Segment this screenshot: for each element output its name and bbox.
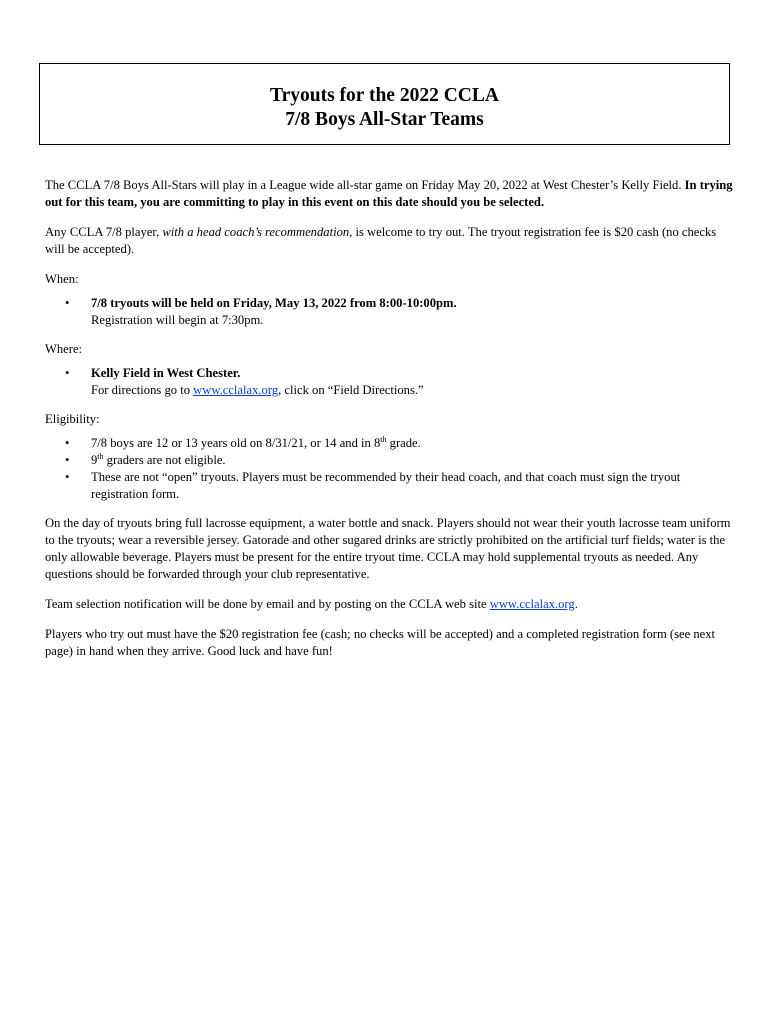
cclalax-link[interactable]: www.cclalax.org: [193, 383, 279, 397]
list-item: [45, 365, 735, 399]
eligibility-item-1: 7/8 boys are 12 or 13 years old on 8/31/21, or 14 and in 8: [91, 436, 381, 450]
where-directions-post: , click on “Field Directions.”: [278, 383, 424, 397]
eligibility-list: [45, 435, 735, 503]
eligibility-para-post: , is welcome to try out. The tryout registration fee is $20 cash (no checks will be accepted).: [45, 225, 717, 256]
eligibility-para-pre: Any CCLA 7/8 player,: [45, 225, 163, 239]
where-directions-pre: For directions go to: [91, 383, 194, 397]
eligibility-paragraph: [45, 224, 735, 258]
intro-commitment: In trying out for this team, you are committing to play in this event on this date should you be selected.: [45, 178, 733, 209]
when-list: [45, 295, 735, 329]
bullet-icon: •: [65, 453, 70, 467]
cclalax-website-link[interactable]: www.cclalax.org: [489, 597, 575, 611]
intro-paragraph: [45, 177, 735, 211]
bullet-icon: •: [65, 470, 70, 484]
eligibility-item-1-sup: th: [380, 434, 387, 444]
when-label: When:: [45, 272, 79, 286]
bullet-icon: •: [65, 366, 70, 380]
notification-pre: Team selection notification will be done by email and by posting on the CCLA web site: [45, 597, 490, 611]
notification-post: .: [574, 597, 578, 611]
when-registration: Registration will begin at 7:30pm.: [91, 313, 264, 327]
closing-paragraph: Players who try out must have the $20 registration fee (cash; no checks will be accepted) and a completed registration form (see next page) in hand when they arrive. Good luck and have fun!: [45, 627, 716, 658]
eligibility-item-2-post: graders are not eligible.: [103, 453, 226, 467]
list-item: [45, 295, 735, 329]
day-of-paragraph: On the day of tryouts bring full lacrosse equipment, a water bottle and snack. Players should not wear their youth lacrosse team uniform to the tryouts; wear a reversible jersey. Gatorade and other sugared drinks are strictly prohibited on the artificial turf fields; water is the only allowable beverage. Players must be present for the entire tryout time. CCLA may hold supplemental tryouts as needed. Any questions should be forwarded through your club representative.: [45, 516, 731, 581]
bullet-icon: •: [65, 296, 70, 310]
document-body: [45, 177, 735, 673]
list-item: [45, 469, 735, 503]
title-box: [39, 63, 730, 145]
list-item: [45, 452, 735, 469]
eligibility-item-3: These are not “open” tryouts. Players must be recommended by their head coach, and that coach must sign the tryout registration form.: [91, 470, 681, 501]
when-datetime: 7/8 tryouts will be held on Friday, May 13, 2022 from 8:00-10:00pm.: [91, 296, 457, 310]
eligibility-item-2: 9: [91, 453, 98, 467]
notification-paragraph: [45, 596, 735, 613]
list-item: [45, 435, 735, 452]
eligibility-item-2-sup: th: [97, 451, 104, 461]
eligibility-item-1-post: grade.: [386, 436, 421, 450]
title-line-2: 7/8 Boys All-Star Teams: [285, 109, 484, 130]
eligibility-label: Eligibility:: [45, 412, 100, 426]
eligibility-para-italic: with a head coach’s recommendation: [162, 225, 350, 239]
where-list: [45, 365, 735, 399]
where-label: Where:: [45, 342, 83, 356]
where-location: Kelly Field in West Chester.: [91, 366, 241, 380]
intro-text: The CCLA 7/8 Boys All-Stars will play in a League wide all-star game on Friday May 20, 2022 at West Chester’s Kelly Field.: [45, 178, 685, 192]
bullet-icon: •: [65, 436, 70, 450]
title-line-1: Tryouts for the 2022 CCLA: [270, 85, 499, 106]
